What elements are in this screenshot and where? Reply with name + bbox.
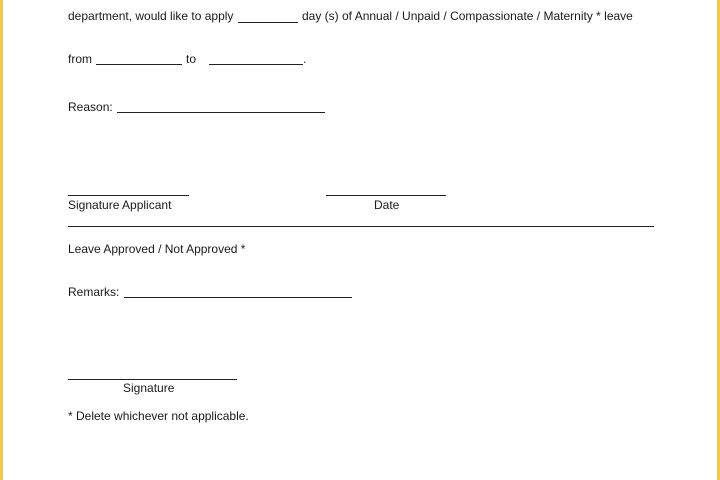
- days-field[interactable]: [238, 22, 298, 23]
- footnote-text: * Delete whichever not applicable.: [68, 409, 249, 423]
- remarks-label: Remarks:: [68, 285, 120, 299]
- reason-field[interactable]: [117, 112, 325, 113]
- leave-type-text: day (s) of Annual / Unpaid / Compassionate / Maternity * leave: [302, 9, 633, 23]
- date-field[interactable]: [326, 195, 446, 196]
- signature-applicant-label: Signature Applicant: [68, 198, 172, 212]
- applicant-signature-field[interactable]: [68, 195, 189, 196]
- section-divider: [68, 226, 654, 227]
- date-label: Date: [374, 198, 400, 212]
- signature-label: Signature: [123, 381, 175, 395]
- reason-label: Reason:: [68, 100, 113, 114]
- from-date-field[interactable]: [96, 64, 182, 65]
- to-label: to: [186, 52, 197, 66]
- period-mark: .: [303, 52, 307, 66]
- remarks-field[interactable]: [124, 297, 352, 298]
- from-label: from: [68, 52, 92, 66]
- apply-intro-text: department, would like to apply: [68, 9, 234, 23]
- approval-status-text: Leave Approved / Not Approved *: [68, 242, 246, 256]
- approver-signature-field[interactable]: [68, 379, 237, 380]
- page-border-left: [0, 0, 3, 480]
- to-date-field[interactable]: [209, 64, 303, 65]
